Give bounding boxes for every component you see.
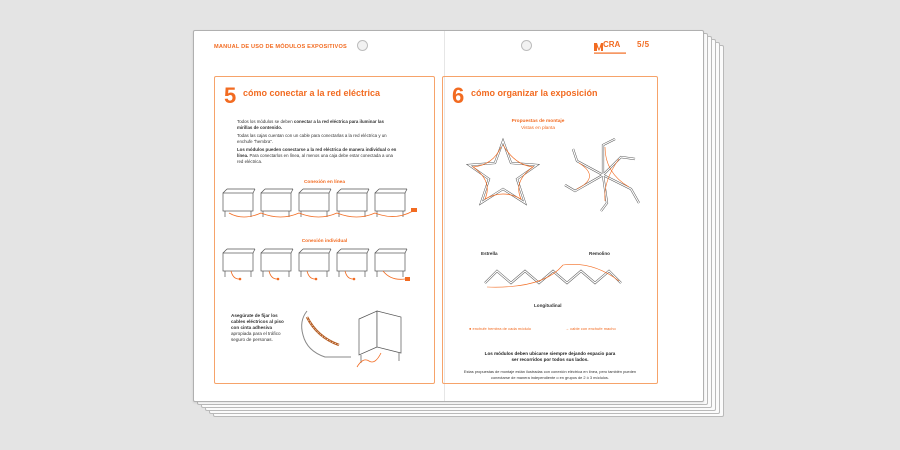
binding-hole <box>357 40 368 51</box>
layout-footnote: Estas propuestas de montaje están ilustradas con conexión eléctrica en línea, pero también pueden conectarse de manera independiente o en grupos de 2 ó 3 módulos. <box>463 369 637 380</box>
section-number: 6 <box>452 83 465 108</box>
legend-cable: → cable con enchufe macho <box>565 326 616 331</box>
longitudinal-layout-illustration <box>483 263 623 293</box>
proposals-title: Propuestas de montaje <box>511 119 565 124</box>
tape-detail-illustration <box>299 309 355 359</box>
paragraph: Todos los módulos se deben conectar a la red eléctrica para iluminar las mirillas de contenido. <box>237 119 384 130</box>
paragraph: Todas las cajas cuentan con un cable para conectarlas a la red eléctrica y un enchufe "hembra". <box>237 133 387 144</box>
section-number: 5 <box>224 83 237 108</box>
section-title: cómo conectar a la red eléctrica <box>243 88 381 98</box>
manual-title: MANUAL DE USO DE MÓDULOS EXPOSITIVOS <box>214 44 347 50</box>
paragraph: Los módulos pueden conectarse a la red eléctrica de manera individual o en línea. Para conectarlos en línea, al menos una caja debe estar conectada a una red eléctrica. <box>237 147 397 164</box>
binding-hole <box>521 40 532 51</box>
section-5-panel <box>214 76 435 384</box>
individual-connection-label: Conexión individual <box>301 239 348 244</box>
logo-text: CRA <box>603 40 621 49</box>
section-title: cómo organizar la exposición <box>471 88 598 98</box>
whirl-label: Remolino <box>589 251 610 256</box>
line-connection-label: Conexión en línea <box>303 180 346 185</box>
individual-connection-illustration <box>221 249 421 283</box>
manual-page <box>193 30 704 402</box>
corner-module-illustration <box>355 309 405 367</box>
proposals-subtitle: Vistas en planta <box>520 126 556 131</box>
legend-plug: ● enchufe hembra de cada módulo <box>469 326 532 331</box>
line-connection-illustration <box>221 189 421 223</box>
tape-note: Asegúrate de fijar los cables eléctricos al piso con cinta adhesiva apropiada para el tráfico seguro de personas. <box>231 313 284 342</box>
whirl-layout-illustration <box>563 137 643 213</box>
section-6-panel <box>442 76 658 384</box>
page-number: 5/5 <box>637 40 650 49</box>
longitudinal-label: Longitudinal <box>534 303 562 308</box>
layout-note: Los módulos deben ubicarse siempre dejando espacio para ser recorridos por todos sus lados. <box>484 351 616 362</box>
star-layout-illustration <box>463 137 543 207</box>
star-label: Estrella <box>481 251 498 256</box>
